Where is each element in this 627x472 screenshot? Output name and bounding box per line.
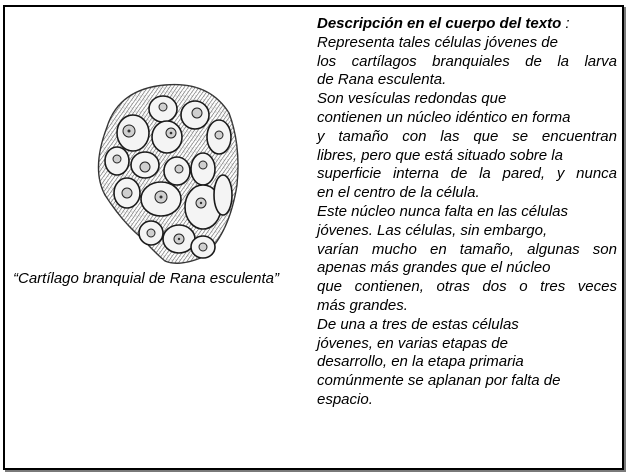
text-line: los cartílagos branquiales de la larva (317, 52, 617, 70)
description-text (317, 15, 617, 410)
text-line: Representa tales células jóvenes de (317, 33, 558, 51)
text-line: superficie interna de la pared, y nunca (317, 165, 617, 183)
text-line: espacio. (317, 390, 373, 408)
figure-frame (3, 5, 624, 470)
text-line: libres, pero que está situado sobre la (317, 146, 563, 164)
figure-panel (5, 7, 317, 468)
text-line: en el centro de la célula. (317, 184, 480, 202)
text-line: Son vesículas redondas que (317, 90, 507, 108)
text-line: más grandes. (317, 296, 408, 314)
figure-caption: “Cartílago branquial de Rana esculenta” (13, 270, 279, 287)
text-line: de Rana esculenta. (317, 71, 447, 89)
text-line: que contienen, otras dos o tres veces (317, 278, 617, 296)
text-line: varían mucho en tamaño, algunas son (317, 240, 617, 258)
text-line: comúnmente se aplanan por falta de (317, 372, 561, 390)
text-line: desarrollo, en la etapa primaria (317, 353, 524, 371)
text-line: jóvenes, en varias etapas de (317, 334, 508, 352)
heading-colon: : (565, 15, 570, 32)
cartilage-illustration (79, 75, 245, 269)
description-heading-line (317, 15, 617, 34)
text-line: y tamaño con las que se encuentran (317, 127, 617, 145)
text-line: apenas más grandes que el núcleo (317, 259, 551, 277)
description-heading: Descripción en el cuerpo del texto (317, 15, 562, 32)
text-line: Este núcleo nunca falta en las células (317, 202, 568, 220)
text-line: De una a tres de estas células (317, 315, 519, 333)
text-line: jóvenes. Las células, sin embargo, (317, 221, 548, 239)
text-line: contienen un núcleo idéntico en forma (317, 108, 571, 126)
